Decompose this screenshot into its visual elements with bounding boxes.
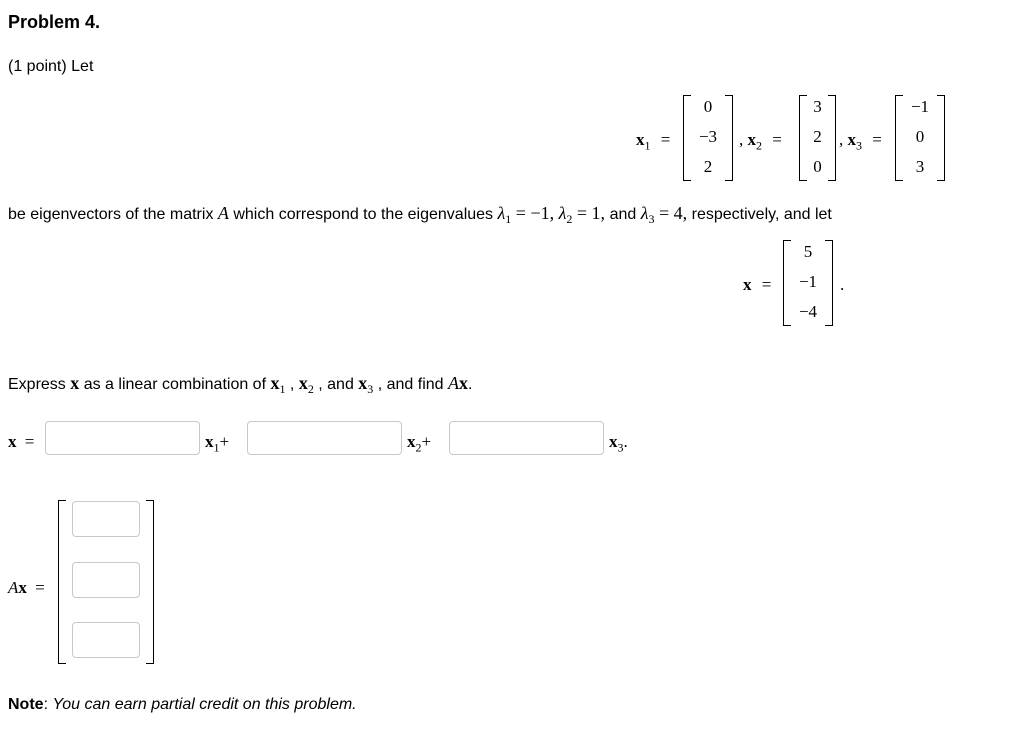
term-x1-label: $x_1+$ (205, 432, 230, 455)
ax-label: Ax = (8, 578, 45, 597)
ax-entry-2-input[interactable] (72, 562, 140, 598)
vector-x3-label: , $x_3$ = (839, 130, 882, 153)
vector-x3-matrix: −1 0 3 (895, 95, 945, 181)
ax-entry-1-input[interactable] (72, 501, 140, 537)
term-x2-label: $x_2+$ (407, 432, 432, 455)
partial-credit-note: Note: You can earn partial credit on this problem. (8, 696, 357, 713)
vector-x1-label: $x_1$ = (636, 130, 671, 153)
term-x3-label: $x_3$. (609, 432, 628, 455)
x-vector-label: x = (743, 275, 772, 294)
coefficient-1-input[interactable] (45, 421, 200, 455)
vector-x2-matrix: 3 2 0 (799, 95, 836, 181)
answer-x-label: x = (8, 432, 35, 451)
coefficient-2-input[interactable] (247, 421, 402, 455)
vector-x2-label: , $x_2$ = (739, 130, 782, 153)
express-sentence: Express x as a linear combination of $x_1$ , $x_2$ , and $x_3$ , and find Ax. (8, 373, 473, 397)
coefficient-3-input[interactable] (449, 421, 604, 455)
x-vector-matrix: 5 −1 −4 (783, 240, 833, 326)
x-vector-period: . (840, 275, 845, 294)
ax-entry-3-input[interactable] (72, 622, 140, 658)
problem-intro: (1 point) Let (8, 58, 94, 75)
problem-title: Problem 4. (8, 12, 101, 32)
eigenvalue-sentence: be eigenvectors of the matrix A which correspond to the eigenvalues $\lambda_1 = -1$, $\lambda_2 = 1$, and $\lambda_3 = 4$, respectively, and let (8, 203, 832, 227)
vector-x1-matrix: 0 −3 2 (683, 95, 733, 181)
